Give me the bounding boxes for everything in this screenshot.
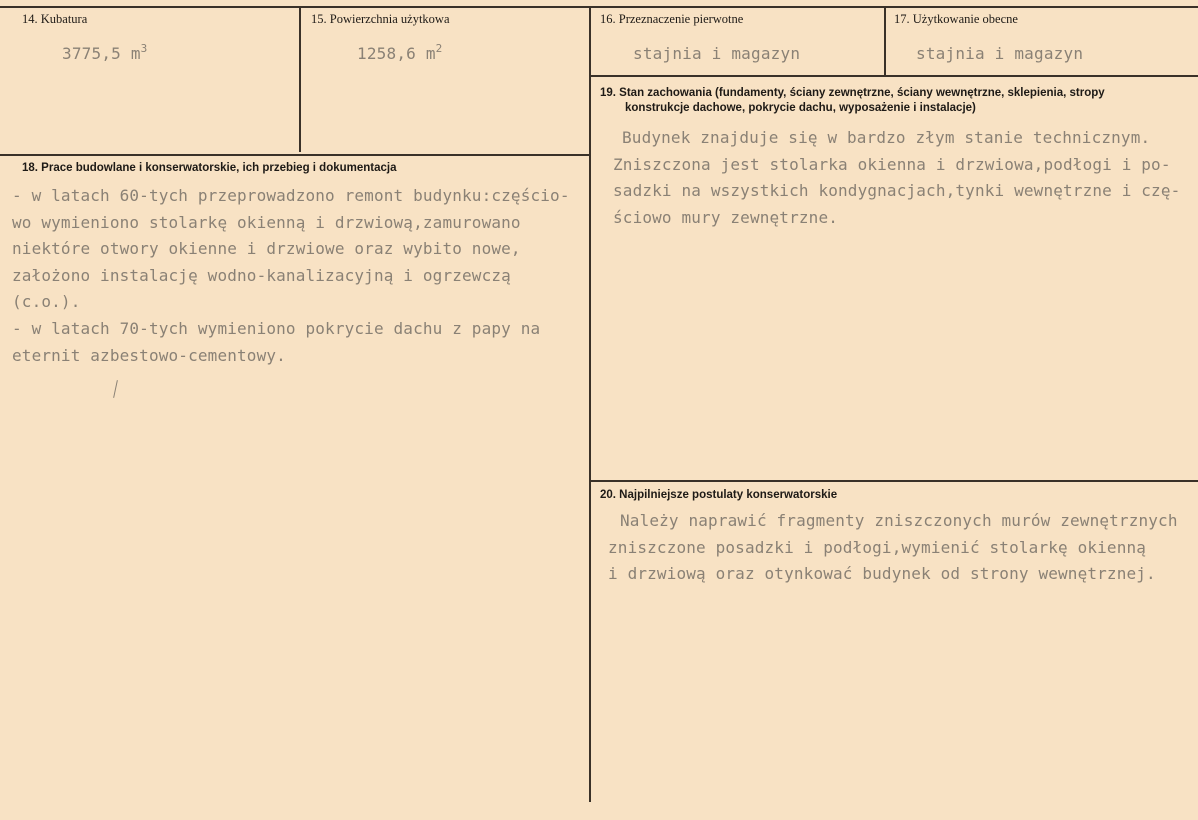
pen-mark [113, 380, 118, 398]
text-line: (c.o.). [12, 292, 81, 312]
top-border [0, 6, 1198, 8]
powierzchnia-unit-sup: 2 [435, 42, 443, 55]
powierzchnia-value: 1258,6 m [357, 44, 436, 63]
field-14-value [62, 42, 148, 63]
text-line: Budynek znajduje się w bardzo złym stanie technicznym. [622, 128, 1151, 147]
field-19-label-line1: 19. Stan zachowania (fundamenty, ściany zewnętrzne, ściany wewnętrzne, sklepienia, stropy [600, 87, 1105, 99]
rule-16-17-bottom [589, 75, 1198, 77]
field-16-label: 16. Przeznaczenie pierwotne [600, 12, 744, 26]
field-18-text [12, 183, 570, 369]
field-14-label: 14. Kubatura [22, 12, 88, 26]
text-line: ściowo mury zewnętrzne. [613, 207, 839, 227]
text-line: Należy naprawić fragmenty zniszczonych murów zewnętrznych [620, 511, 1178, 530]
field-18-label: 18. Prace budowlane i konserwatorskie, ich przebieg i dokumentacja [22, 162, 397, 174]
divider-14-15 [299, 6, 301, 152]
text-line: - w latach 70-tych wymieniono pokrycie dachu z papy na [12, 318, 541, 338]
field-19-text [613, 125, 1180, 231]
text-line: założono instalację wodno-kanalizacyjną i ogrzewczą [12, 265, 511, 285]
field-16-value: stajnia i magazyn [633, 44, 801, 63]
text-line: wo wymieniono stolarkę okienną i drzwiową,zamurowano [12, 212, 521, 232]
text-line: Zniszczona jest stolarka okienna i drzwiowa,podłogi i po- [613, 154, 1171, 174]
text-line: - w latach 60-tych przeprowadzono remont budynku:częścio- [12, 186, 570, 205]
text-line: zniszczone posadzki i podłogi,wymienić stolarkę okienną [608, 537, 1147, 557]
field-17-value: stajnia i magazyn [916, 44, 1084, 63]
field-15-value [357, 42, 443, 63]
field-19-label-line2: konstrukcje dachowe, pokrycie dachu, wyposażenie i instalacje) [625, 102, 976, 114]
text-line: eternit azbestowo-cementowy. [12, 345, 286, 365]
field-20-label: 20. Najpilniejsze postulaty konserwatorskie [600, 489, 838, 501]
field-17-label: 17. Użytkowanie obecne [894, 12, 1018, 26]
field-20-text [608, 508, 1178, 588]
text-line: i drzwiową oraz otynkować budynek od strony wewnętrznej. [608, 564, 1156, 584]
divider-left-right [589, 6, 591, 802]
kubatura-unit-sup: 3 [140, 42, 148, 55]
divider-16-17 [884, 6, 886, 76]
text-line: sadzki na wszystkich kondygnacjach,tynki wewnętrzne i czę- [613, 181, 1181, 201]
kubatura-value: 3775,5 m [62, 44, 141, 63]
rule-14-15-bottom [0, 154, 591, 156]
text-line: niektóre otwory okienne i drzwiowe oraz wybito nowe, [12, 239, 521, 259]
field-15-label: 15. Powierzchnia użytkowa [311, 12, 450, 26]
rule-19-bottom [589, 480, 1198, 482]
